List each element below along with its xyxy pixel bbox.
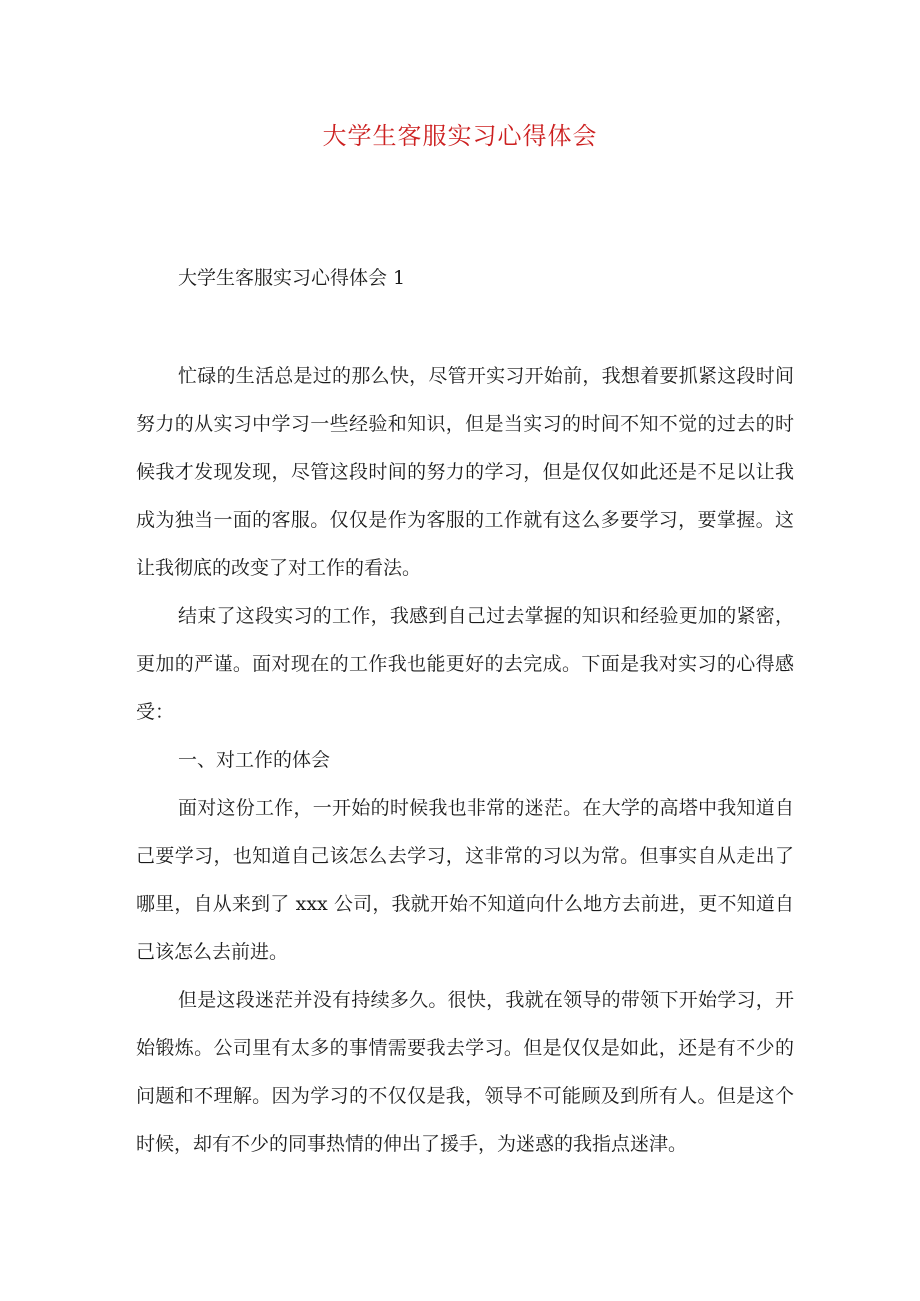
body-paragraph: 面对这份工作，一开始的时候我也非常的迷茫。在大学的高塔中我知道自己要学习，也知道自己该怎么去学习，这非常的习以为常。但事实自从走出了哪里，自从来到了 xxx 公司，我就开始不知道向什么地方去前进，更不知道自己该怎么去前进。 [136,797,794,963]
body-paragraph: 忙碌的生活总是过的那么快，尽管开实习开始前，我想着要抓紧这段时间努力的从实习中学习一些经验和知识，但是当实习的时间不知不觉的过去的时候我才发现发现，尽管这段时间的努力的学习，但是仅仅如此还是不足以让我成为独当一面的客服。仅仅是作为客服的工作就有这么多要学习，要掌握。这让我彻底的改变了对工作的看法。 [136,365,794,579]
document-body [136,352,794,1168]
document-title: 大学生客服实习心得体会 [322,122,598,150]
body-paragraph: 但是这段迷茫并没有持续多久。很快，我就在领导的带领下开始学习，开始锻炼。公司里有太多的事情需要我去学习。但是仅仅是如此，还是有不少的问题和不理解。因为学习的不仅仅是我，领导不可能顾及到所有人。但是这个时候，却有不少的同事热情的伸出了援手，为迷惑的我指点迷津。 [136,989,794,1155]
body-paragraph: 结束了这段实习的工作，我感到自己过去掌握的知识和经验更加的紧密，更加的严谨。面对现在的工作我也能更好的去完成。下面是我对实习的心得感受： [136,605,794,723]
subsection-heading: 一、对工作的体会 [178,749,331,771]
section-heading: 大学生客服实习心得体会 1 [178,267,406,289]
